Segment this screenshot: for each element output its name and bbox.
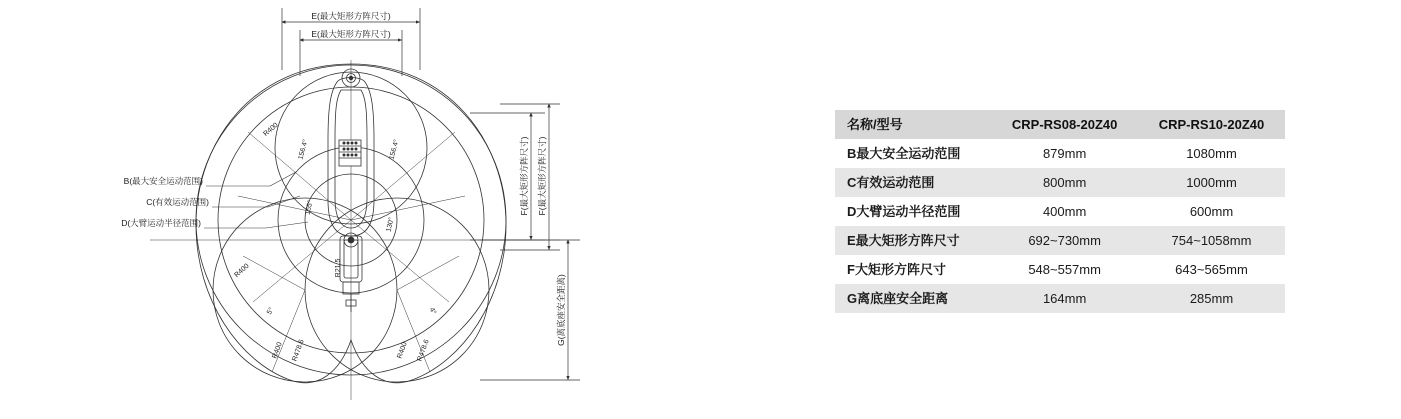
center-mark-label: R21.5 — [335, 258, 342, 278]
row-d-value-1: 400mm — [991, 197, 1138, 226]
row-label-c: C有效运动范围 — [835, 168, 991, 197]
row-g-value-2: 285mm — [1138, 284, 1285, 313]
header-name: 名称/型号 — [835, 110, 991, 139]
dim-e-inner-label: E(最大矩形方阵尺寸) — [311, 29, 391, 39]
dim-f-outer-label: F(最大矩形方阵尺寸) — [537, 136, 547, 216]
row-label-d: D大臂运动半径范围 — [835, 197, 991, 226]
radius-left-upper-label: R400 — [262, 121, 280, 138]
row-label-f: F大矩形方阵尺寸 — [835, 255, 991, 284]
radius-bottom-left2-label: R478.6 — [291, 338, 306, 363]
row-b-value-2: 1080mm — [1138, 139, 1285, 168]
row-f-value-2: 643~565mm — [1138, 255, 1285, 284]
header-model-2: CRP-RS10-20Z40 — [1138, 110, 1285, 139]
row-d-value-2: 600mm — [1138, 197, 1285, 226]
dim-e-outer-label: E(最大矩形方阵尺寸) — [311, 11, 391, 21]
spec-table — [835, 110, 1285, 313]
row-c-value-1: 800mm — [991, 168, 1138, 197]
callout-c-label: C(有效运动范围) — [146, 197, 209, 207]
spec-table-container — [835, 110, 1285, 313]
row-e-value-2: 754~1058mm — [1138, 226, 1285, 255]
angle-right-low-label: 4° — [427, 306, 438, 316]
table-row — [835, 139, 1285, 168]
angle-left-upper-label: 156.4° — [297, 138, 310, 161]
row-b-value-1: 879mm — [991, 139, 1138, 168]
row-label-g: G离底座安全距离 — [835, 284, 991, 313]
angle-right-mid-label: 130° — [385, 216, 396, 233]
row-e-value-1: 692~730mm — [991, 226, 1138, 255]
row-g-value-1: 164mm — [991, 284, 1138, 313]
spec-table-body — [835, 139, 1285, 313]
header-model-1: CRP-RS08-20Z40 — [991, 110, 1138, 139]
row-c-value-2: 1000mm — [1138, 168, 1285, 197]
radius-bottom-left-label: R400 — [271, 341, 284, 360]
control-box-detail — [339, 140, 361, 166]
table-row — [835, 255, 1285, 284]
dim-f-inner-label: F(最大矩形方阵尺寸) — [519, 136, 529, 216]
angle-left-mid-label: 155° — [304, 199, 315, 216]
row-label-e: E最大矩形方阵尺寸 — [835, 226, 991, 255]
radius-bottom-right2-label: R478.6 — [416, 338, 431, 363]
angle-right-upper-label: 156.4° — [388, 138, 401, 161]
callout-b-label: B(最大安全运动范围) — [123, 176, 203, 186]
callout-d-label: D(大臂运动半径范围) — [121, 218, 201, 228]
row-f-value-1: 548~557mm — [991, 255, 1138, 284]
angle-construction-lines — [238, 132, 465, 372]
table-row — [835, 226, 1285, 255]
table-header-row — [835, 110, 1285, 139]
radius-bottom-right-label: R400 — [396, 341, 409, 360]
angle-left-low-label: 5° — [265, 306, 276, 316]
dim-g-label: G(离底座安全距离) — [556, 274, 566, 346]
row-label-b: B最大安全运动范围 — [835, 139, 991, 168]
radius-left-lower-label: R400 — [233, 262, 251, 280]
center-axes — [150, 60, 560, 400]
table-row — [835, 284, 1285, 313]
spec-table-head — [835, 110, 1285, 139]
table-row — [835, 197, 1285, 226]
table-row — [835, 168, 1285, 197]
